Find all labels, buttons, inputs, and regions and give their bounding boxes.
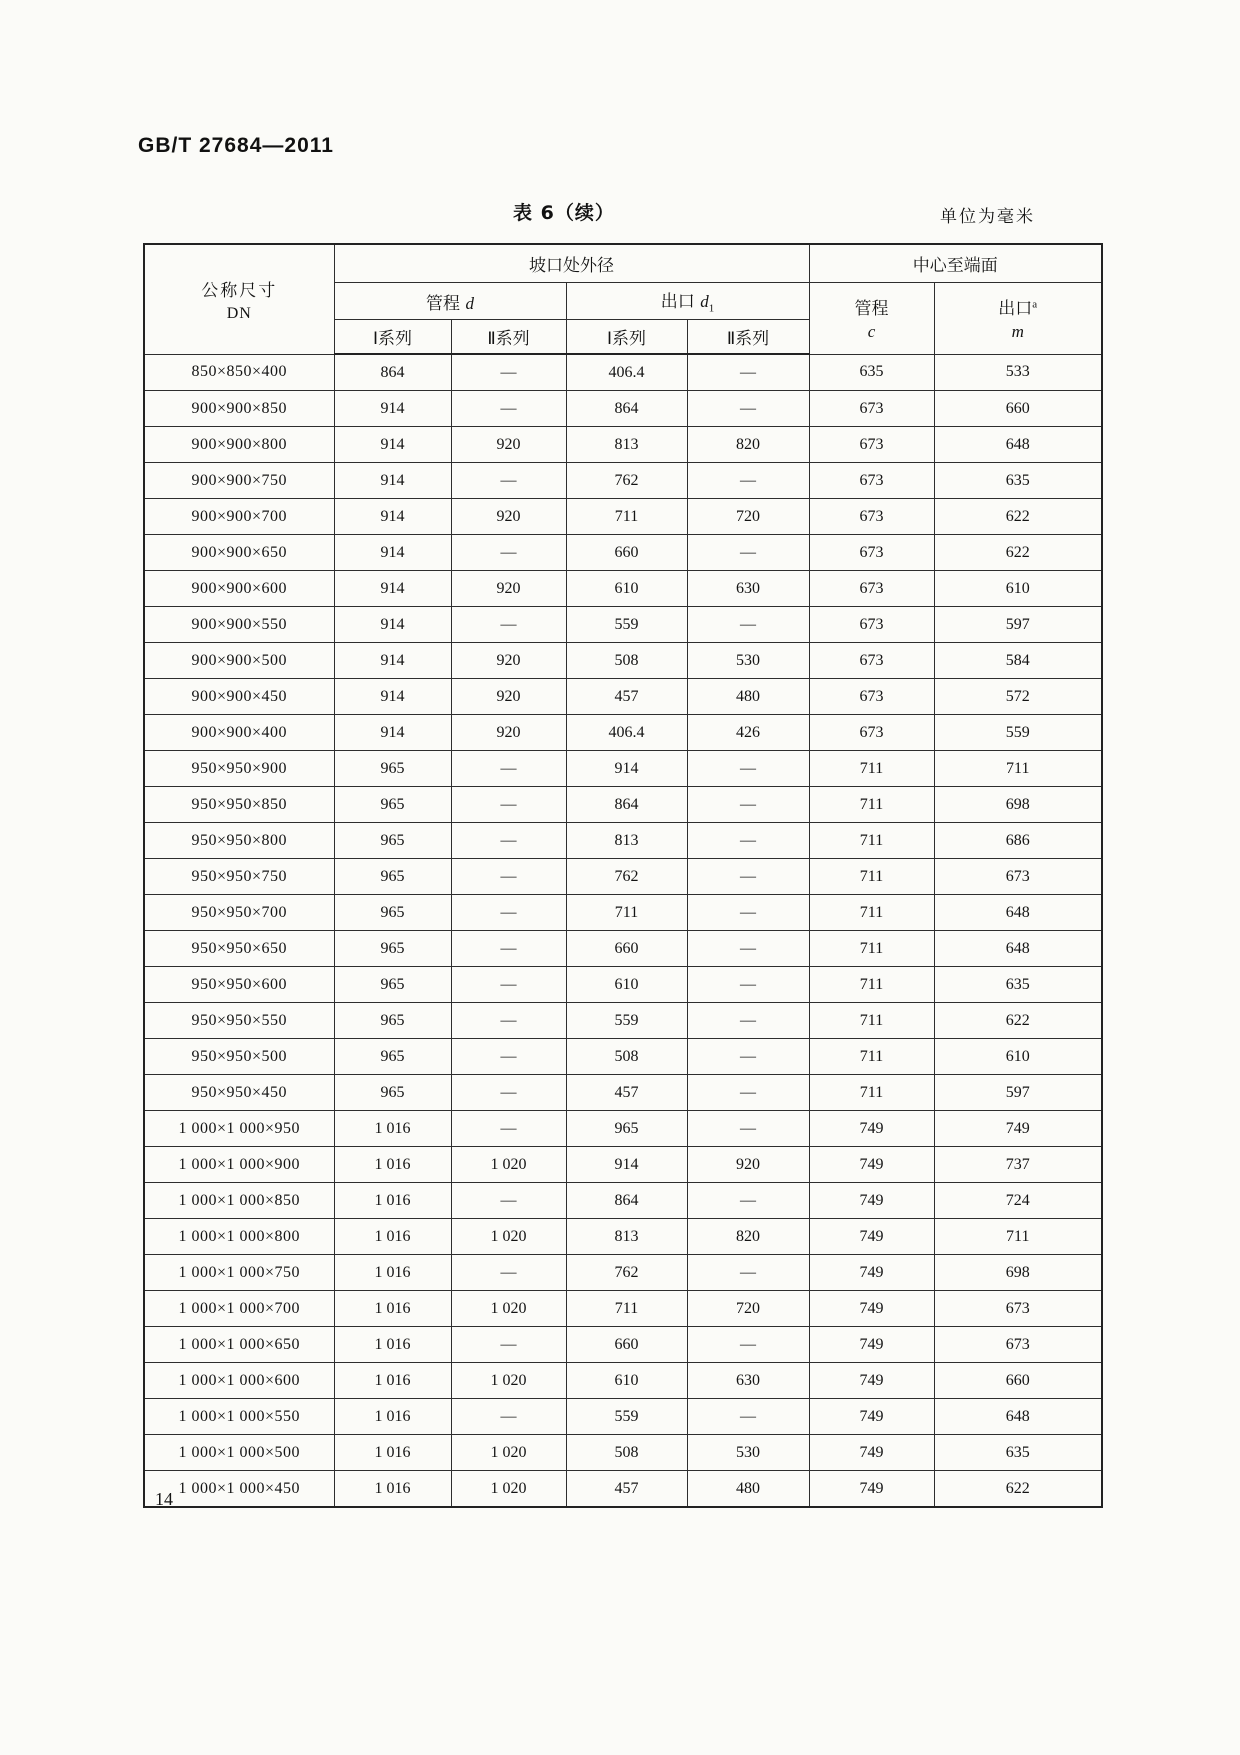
cell-run-c: 749 (809, 1327, 934, 1363)
cell-run-c: 749 (809, 1255, 934, 1291)
cell-outlet-d1-series-ii: 426 (687, 715, 809, 751)
cell-dn: 850×850×400 (144, 354, 334, 391)
cell-run-d-series-i: 965 (334, 787, 451, 823)
cell-dn: 1 000×1 000×650 (144, 1327, 334, 1363)
cell-outlet-m: 622 (934, 1471, 1102, 1508)
cell-run-c: 711 (809, 895, 934, 931)
cell-run-d-series-i: 914 (334, 571, 451, 607)
outlet-variable-subscript: 1 (708, 302, 715, 315)
table-row (144, 1219, 1102, 1255)
cell-run-c: 711 (809, 787, 934, 823)
cell-run-d-series-i: 1 016 (334, 1111, 451, 1147)
cell-outlet-d1-series-i: 660 (566, 1327, 687, 1363)
cell-outlet-m: 711 (934, 751, 1102, 787)
cell-run-d-series-ii: — (451, 1075, 566, 1111)
cell-run-d-series-i: 965 (334, 823, 451, 859)
outlet-label: 出口 (660, 292, 695, 313)
cell-run-d-series-i: 965 (334, 1039, 451, 1075)
series-header-outlet-ii: Ⅱ系列 (687, 320, 809, 355)
cell-dn: 900×900×750 (144, 463, 334, 499)
cell-outlet-d1-series-i: 762 (566, 859, 687, 895)
col-header-dn (144, 244, 334, 354)
cell-dn: 900×900×600 (144, 571, 334, 607)
cell-dn: 1 000×1 000×600 (144, 1363, 334, 1399)
table-row (144, 463, 1102, 499)
cell-run-d-series-ii: 920 (451, 499, 566, 535)
cell-outlet-d1-series-ii: 820 (687, 1219, 809, 1255)
cell-run-c: 673 (809, 715, 934, 751)
cell-run-d-series-ii: — (451, 787, 566, 823)
cell-run-d-series-i: 914 (334, 427, 451, 463)
cell-outlet-m: 698 (934, 787, 1102, 823)
table-header (144, 244, 1102, 354)
cell-outlet-d1-series-i: 610 (566, 967, 687, 1003)
table-row (144, 1003, 1102, 1039)
table-row (144, 859, 1102, 895)
cell-outlet-m: 648 (934, 895, 1102, 931)
cell-outlet-d1-series-i: 864 (566, 1183, 687, 1219)
cell-dn: 1 000×1 000×700 (144, 1291, 334, 1327)
cell-outlet-d1-series-ii: 630 (687, 571, 809, 607)
cell-run-c: 749 (809, 1363, 934, 1399)
table-title: 表 6（续） (513, 202, 615, 224)
cell-run-c: 673 (809, 427, 934, 463)
cell-run-d-series-i: 914 (334, 391, 451, 427)
outlet-m-label: 出口 (998, 299, 1033, 320)
col-header-run-c (809, 283, 934, 355)
cell-outlet-m: 559 (934, 715, 1102, 751)
cell-outlet-d1-series-i: 711 (566, 895, 687, 931)
outlet-variable: d (700, 292, 709, 312)
cell-run-d-series-i: 965 (334, 895, 451, 931)
cell-outlet-m: 648 (934, 1399, 1102, 1435)
cell-run-c: 635 (809, 354, 934, 391)
cell-outlet-d1-series-ii: — (687, 535, 809, 571)
outlet-m-variable: m (1011, 322, 1024, 342)
subheader-run-d (334, 283, 566, 320)
cell-dn: 1 000×1 000×450 (144, 1471, 334, 1508)
cell-dn: 900×900×650 (144, 535, 334, 571)
cell-run-d-series-i: 965 (334, 1075, 451, 1111)
cell-dn: 900×900×450 (144, 679, 334, 715)
cell-dn: 950×950×450 (144, 1075, 334, 1111)
table-row (144, 535, 1102, 571)
cell-run-c: 711 (809, 1003, 934, 1039)
cell-outlet-d1-series-i: 762 (566, 1255, 687, 1291)
cell-dn: 950×950×500 (144, 1039, 334, 1075)
cell-run-d-series-i: 1 016 (334, 1327, 451, 1363)
cell-run-c: 749 (809, 1435, 934, 1471)
cell-outlet-d1-series-ii: — (687, 1039, 809, 1075)
cell-dn: 950×950×900 (144, 751, 334, 787)
table-row (144, 1147, 1102, 1183)
cell-run-d-series-i: 914 (334, 499, 451, 535)
table-row (144, 1111, 1102, 1147)
cell-outlet-d1-series-i: 813 (566, 427, 687, 463)
cell-outlet-d1-series-ii: — (687, 787, 809, 823)
cell-run-c: 673 (809, 463, 934, 499)
cell-run-c: 711 (809, 1039, 934, 1075)
cell-run-c: 673 (809, 607, 934, 643)
cell-run-c: 711 (809, 859, 934, 895)
cell-outlet-d1-series-ii: — (687, 859, 809, 895)
cell-dn: 900×900×800 (144, 427, 334, 463)
table-row (144, 967, 1102, 1003)
cell-dn: 950×950×650 (144, 931, 334, 967)
cell-outlet-d1-series-ii: — (687, 1183, 809, 1219)
cell-outlet-d1-series-ii: — (687, 967, 809, 1003)
cell-dn: 950×950×600 (144, 967, 334, 1003)
cell-run-d-series-i: 1 016 (334, 1183, 451, 1219)
cell-run-d-series-ii: — (451, 391, 566, 427)
cell-outlet-m: 533 (934, 354, 1102, 391)
cell-run-c: 673 (809, 679, 934, 715)
cell-run-d-series-ii: — (451, 823, 566, 859)
cell-outlet-d1-series-ii: 530 (687, 1435, 809, 1471)
cell-outlet-d1-series-i: 813 (566, 1219, 687, 1255)
cell-outlet-d1-series-i: 508 (566, 1435, 687, 1471)
cell-run-c: 673 (809, 535, 934, 571)
cell-run-d-series-ii: — (451, 931, 566, 967)
cell-outlet-d1-series-ii: 920 (687, 1147, 809, 1183)
cell-run-c: 673 (809, 643, 934, 679)
cell-run-c: 673 (809, 571, 934, 607)
cell-outlet-d1-series-i: 406.4 (566, 354, 687, 391)
run-c-label: 管程 (854, 299, 889, 320)
cell-run-c: 749 (809, 1291, 934, 1327)
cell-outlet-d1-series-i: 559 (566, 607, 687, 643)
cell-outlet-d1-series-ii: 720 (687, 499, 809, 535)
cell-outlet-d1-series-ii: — (687, 607, 809, 643)
cell-run-d-series-i: 965 (334, 1003, 451, 1039)
cell-run-c: 749 (809, 1471, 934, 1508)
group-header-center-to-end: 中心至端面 (809, 244, 1102, 283)
table-row (144, 1255, 1102, 1291)
cell-outlet-d1-series-ii: — (687, 751, 809, 787)
cell-run-d-series-ii: — (451, 1003, 566, 1039)
cell-run-d-series-ii: 920 (451, 571, 566, 607)
cell-run-d-series-i: 1 016 (334, 1363, 451, 1399)
cell-run-d-series-ii: 1 020 (451, 1471, 566, 1508)
table-row (144, 679, 1102, 715)
cell-outlet-d1-series-ii: — (687, 1003, 809, 1039)
table-row (144, 715, 1102, 751)
cell-run-c: 749 (809, 1147, 934, 1183)
cell-run-d-series-i: 1 016 (334, 1399, 451, 1435)
cell-dn: 950×950×700 (144, 895, 334, 931)
cell-outlet-m: 622 (934, 1003, 1102, 1039)
cell-outlet-d1-series-i: 508 (566, 1039, 687, 1075)
cell-outlet-d1-series-i: 914 (566, 1147, 687, 1183)
cell-outlet-m: 635 (934, 463, 1102, 499)
cell-outlet-d1-series-ii: 480 (687, 679, 809, 715)
cell-outlet-m: 686 (934, 823, 1102, 859)
cell-run-c: 749 (809, 1183, 934, 1219)
cell-outlet-m: 610 (934, 1039, 1102, 1075)
run-label: 管程 (426, 293, 461, 314)
cell-outlet-d1-series-ii: — (687, 931, 809, 967)
cell-outlet-d1-series-ii: — (687, 1111, 809, 1147)
outlet-m-footnote-mark: a (1032, 298, 1038, 311)
cell-outlet-m: 660 (934, 1363, 1102, 1399)
cell-outlet-d1-series-i: 914 (566, 751, 687, 787)
cell-outlet-m: 635 (934, 1435, 1102, 1471)
cell-dn: 900×900×850 (144, 391, 334, 427)
cell-run-d-series-ii: 1 020 (451, 1147, 566, 1183)
cell-outlet-d1-series-ii: — (687, 1255, 809, 1291)
cell-dn: 1 000×1 000×850 (144, 1183, 334, 1219)
cell-outlet-d1-series-i: 813 (566, 823, 687, 859)
table-row (144, 427, 1102, 463)
unit-note: 单位为毫米 (940, 207, 1035, 227)
table-row (144, 643, 1102, 679)
cell-run-d-series-ii: 1 020 (451, 1435, 566, 1471)
cell-run-c: 711 (809, 967, 934, 1003)
cell-outlet-d1-series-i: 660 (566, 931, 687, 967)
cell-run-c: 749 (809, 1219, 934, 1255)
table-row (144, 1291, 1102, 1327)
cell-run-d-series-i: 914 (334, 463, 451, 499)
cell-outlet-d1-series-i: 864 (566, 787, 687, 823)
cell-outlet-m: 673 (934, 1327, 1102, 1363)
cell-outlet-d1-series-ii: — (687, 463, 809, 499)
col-header-outlet-m (934, 283, 1102, 355)
cell-dn: 1 000×1 000×900 (144, 1147, 334, 1183)
cell-outlet-d1-series-i: 559 (566, 1003, 687, 1039)
table-row (144, 1075, 1102, 1111)
cell-run-d-series-i: 965 (334, 931, 451, 967)
cell-outlet-m: 724 (934, 1183, 1102, 1219)
cell-run-d-series-ii: 1 020 (451, 1219, 566, 1255)
cell-outlet-m: 610 (934, 571, 1102, 607)
cell-outlet-m: 584 (934, 643, 1102, 679)
cell-outlet-d1-series-i: 864 (566, 391, 687, 427)
cell-run-d-series-i: 914 (334, 535, 451, 571)
cell-run-d-series-ii: — (451, 1255, 566, 1291)
cell-outlet-d1-series-i: 711 (566, 499, 687, 535)
cell-outlet-m: 622 (934, 535, 1102, 571)
cell-outlet-d1-series-ii: — (687, 1327, 809, 1363)
cell-dn: 1 000×1 000×500 (144, 1435, 334, 1471)
document-code: GB/T 27684—2011 (138, 134, 334, 157)
cell-outlet-d1-series-i: 711 (566, 1291, 687, 1327)
cell-outlet-d1-series-ii: 820 (687, 427, 809, 463)
table-body (144, 354, 1102, 1507)
cell-run-c: 711 (809, 823, 934, 859)
run-c-variable: c (867, 322, 876, 342)
cell-outlet-d1-series-i: 457 (566, 1075, 687, 1111)
cell-run-d-series-i: 864 (334, 354, 451, 391)
cell-run-d-series-ii: 1 020 (451, 1291, 566, 1327)
cell-run-d-series-ii: 920 (451, 715, 566, 751)
cell-dn: 1 000×1 000×950 (144, 1111, 334, 1147)
table-row (144, 391, 1102, 427)
table-row (144, 1435, 1102, 1471)
table-row (144, 931, 1102, 967)
cell-outlet-d1-series-ii: 630 (687, 1363, 809, 1399)
table-row (144, 354, 1102, 391)
cell-outlet-d1-series-i: 559 (566, 1399, 687, 1435)
cell-run-d-series-ii: — (451, 1183, 566, 1219)
group-header-bevel-od: 坡口处外径 (334, 244, 809, 283)
table-row (144, 571, 1102, 607)
cell-run-d-series-ii: — (451, 895, 566, 931)
table-row (144, 1471, 1102, 1508)
subheader-outlet-d1 (566, 283, 809, 320)
cell-outlet-m: 622 (934, 499, 1102, 535)
cell-outlet-d1-series-i: 660 (566, 535, 687, 571)
cell-dn: 900×900×700 (144, 499, 334, 535)
cell-dn: 1 000×1 000×800 (144, 1219, 334, 1255)
cell-run-c: 749 (809, 1111, 934, 1147)
cell-outlet-m: 648 (934, 931, 1102, 967)
cell-outlet-m: 673 (934, 859, 1102, 895)
cell-run-c: 711 (809, 931, 934, 967)
table-row (144, 607, 1102, 643)
cell-run-d-series-i: 1 016 (334, 1435, 451, 1471)
cell-outlet-d1-series-i: 762 (566, 463, 687, 499)
table-row (144, 1039, 1102, 1075)
table-row (144, 787, 1102, 823)
cell-dn: 950×950×550 (144, 1003, 334, 1039)
cell-run-d-series-i: 914 (334, 715, 451, 751)
cell-run-d-series-ii: 920 (451, 427, 566, 463)
table-row (144, 499, 1102, 535)
cell-run-c: 673 (809, 499, 934, 535)
cell-outlet-m: 698 (934, 1255, 1102, 1291)
cell-run-d-series-ii: — (451, 1111, 566, 1147)
cell-outlet-d1-series-i: 610 (566, 1363, 687, 1399)
cell-outlet-m: 711 (934, 1219, 1102, 1255)
cell-run-d-series-ii: — (451, 1327, 566, 1363)
cell-run-d-series-ii: — (451, 354, 566, 391)
cell-outlet-m: 597 (934, 1075, 1102, 1111)
page-number: 14 (155, 1489, 173, 1509)
cell-run-d-series-i: 965 (334, 967, 451, 1003)
run-variable: d (465, 293, 474, 313)
cell-dn: 950×950×800 (144, 823, 334, 859)
cell-outlet-d1-series-ii: — (687, 1075, 809, 1111)
cell-run-d-series-i: 1 016 (334, 1255, 451, 1291)
cell-run-d-series-i: 914 (334, 643, 451, 679)
cell-outlet-m: 660 (934, 391, 1102, 427)
cell-run-d-series-ii: 1 020 (451, 1363, 566, 1399)
cell-run-d-series-ii: — (451, 1039, 566, 1075)
cell-run-d-series-i: 965 (334, 751, 451, 787)
cell-dn: 950×950×850 (144, 787, 334, 823)
cell-run-d-series-ii: — (451, 535, 566, 571)
cell-outlet-d1-series-ii: 480 (687, 1471, 809, 1508)
table-row (144, 1363, 1102, 1399)
cell-outlet-d1-series-i: 406.4 (566, 715, 687, 751)
cell-outlet-d1-series-i: 457 (566, 1471, 687, 1508)
cell-run-d-series-i: 1 016 (334, 1219, 451, 1255)
cell-outlet-m: 648 (934, 427, 1102, 463)
cell-outlet-m: 635 (934, 967, 1102, 1003)
dn-symbol: DN (226, 304, 252, 322)
cell-dn: 900×900×550 (144, 607, 334, 643)
cell-run-c: 749 (809, 1399, 934, 1435)
cell-run-d-series-ii: — (451, 751, 566, 787)
cell-run-d-series-ii: — (451, 463, 566, 499)
cell-dn: 900×900×400 (144, 715, 334, 751)
cell-dn: 1 000×1 000×750 (144, 1255, 334, 1291)
cell-run-d-series-i: 965 (334, 859, 451, 895)
cell-run-c: 711 (809, 751, 934, 787)
cell-run-d-series-i: 914 (334, 679, 451, 715)
cell-outlet-d1-series-ii: — (687, 354, 809, 391)
header-group-row (144, 244, 1102, 283)
series-header-run-i: Ⅰ系列 (334, 320, 451, 355)
table-row (144, 751, 1102, 787)
cell-outlet-d1-series-ii: — (687, 823, 809, 859)
cell-outlet-m: 737 (934, 1147, 1102, 1183)
table-row (144, 1327, 1102, 1363)
cell-run-d-series-ii: 920 (451, 643, 566, 679)
cell-dn: 1 000×1 000×550 (144, 1399, 334, 1435)
series-header-run-ii: Ⅱ系列 (451, 320, 566, 355)
cell-run-d-series-i: 1 016 (334, 1147, 451, 1183)
cell-run-d-series-i: 1 016 (334, 1291, 451, 1327)
cell-outlet-m: 572 (934, 679, 1102, 715)
cell-outlet-d1-series-ii: 530 (687, 643, 809, 679)
cell-outlet-d1-series-i: 965 (566, 1111, 687, 1147)
cell-outlet-d1-series-ii: — (687, 895, 809, 931)
dn-label: 公称尺寸 (201, 280, 278, 301)
table-row (144, 1183, 1102, 1219)
cell-outlet-m: 673 (934, 1291, 1102, 1327)
cell-outlet-m: 597 (934, 607, 1102, 643)
cell-run-d-series-i: 1 016 (334, 1471, 451, 1508)
cell-dn: 950×950×750 (144, 859, 334, 895)
cell-outlet-d1-series-i: 610 (566, 571, 687, 607)
cell-outlet-m: 749 (934, 1111, 1102, 1147)
cell-outlet-d1-series-ii: — (687, 1399, 809, 1435)
cell-run-c: 711 (809, 1075, 934, 1111)
series-header-outlet-i: Ⅰ系列 (566, 320, 687, 355)
table-row (144, 1399, 1102, 1435)
cell-run-d-series-ii: — (451, 1399, 566, 1435)
cell-outlet-d1-series-i: 508 (566, 643, 687, 679)
cell-run-d-series-ii: — (451, 967, 566, 1003)
table-row (144, 895, 1102, 931)
cell-outlet-d1-series-i: 457 (566, 679, 687, 715)
cell-run-c: 673 (809, 391, 934, 427)
dimension-table (143, 243, 1103, 1508)
cell-run-d-series-ii: — (451, 607, 566, 643)
table-row (144, 823, 1102, 859)
cell-run-d-series-i: 914 (334, 607, 451, 643)
cell-run-d-series-ii: — (451, 859, 566, 895)
cell-dn: 900×900×500 (144, 643, 334, 679)
cell-outlet-d1-series-ii: 720 (687, 1291, 809, 1327)
cell-outlet-d1-series-ii: — (687, 391, 809, 427)
cell-run-d-series-ii: 920 (451, 679, 566, 715)
